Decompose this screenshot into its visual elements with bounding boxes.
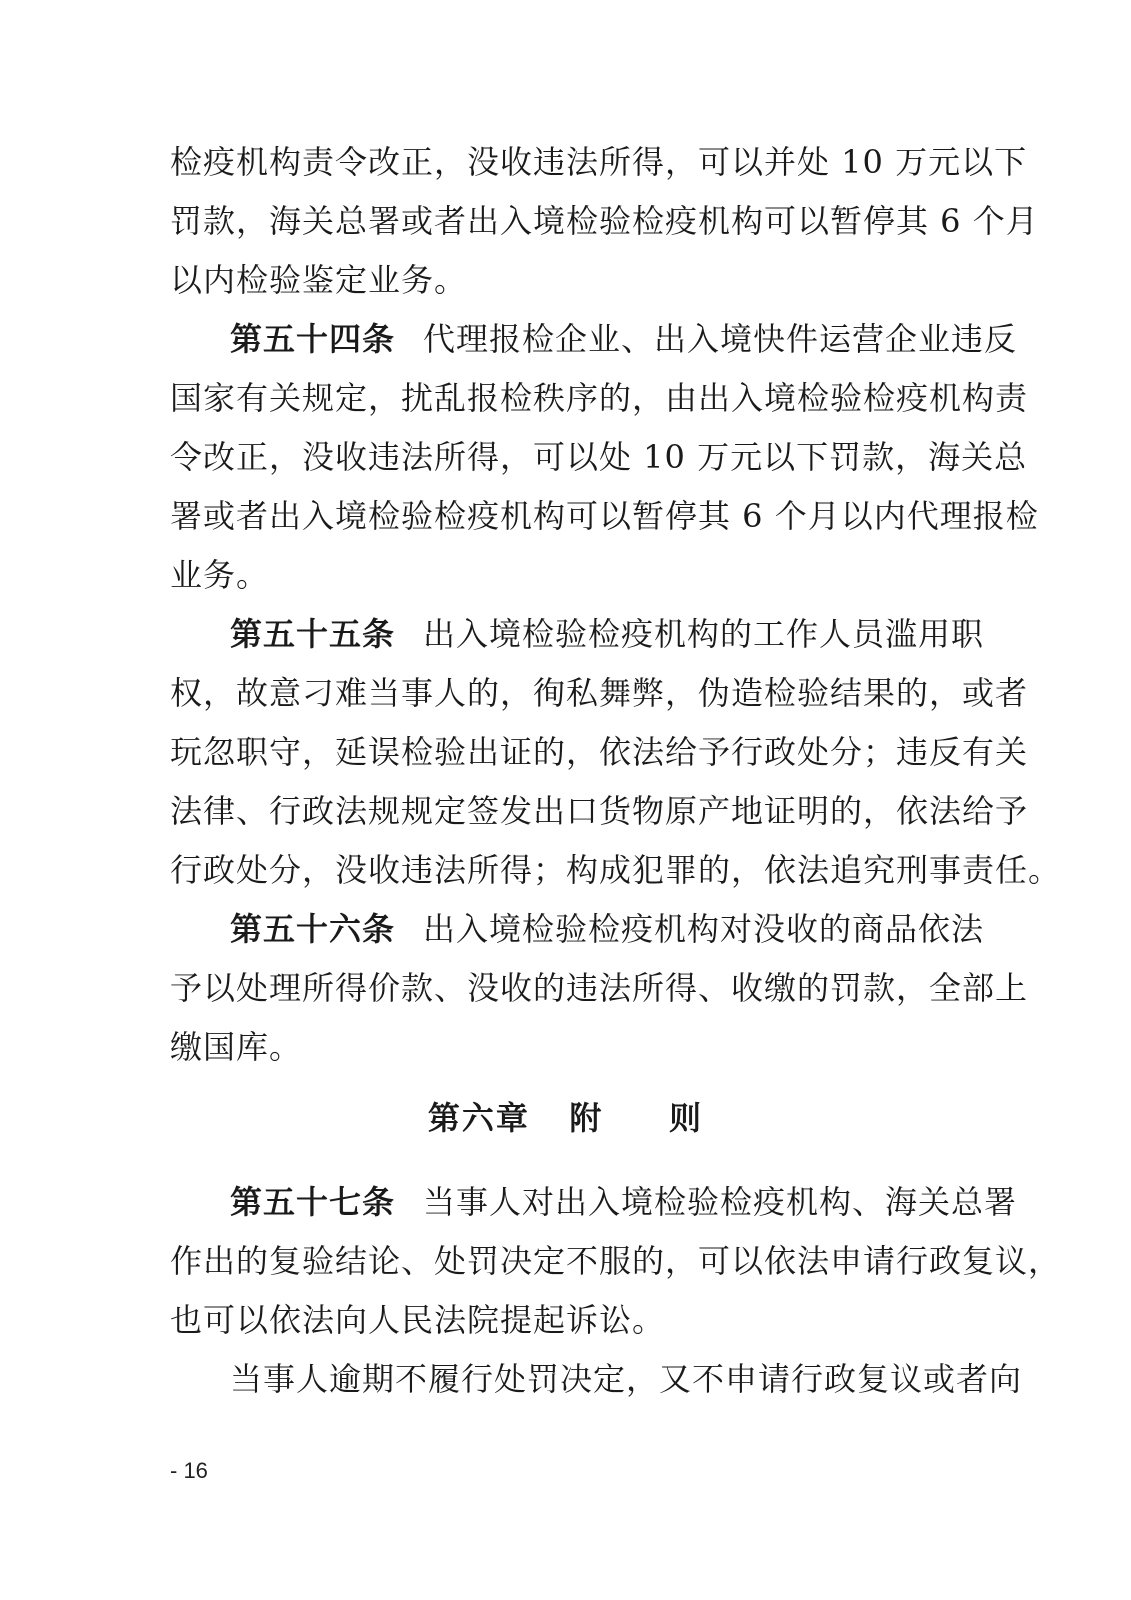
article-56-title: 第五十六条 [230,910,396,948]
page-number: - 16 [170,1458,208,1483]
article-55-text: 出入境检验检疫机构的工作人员滥用职 [423,615,985,653]
body-text-line: 国家有关规定，扰乱报检秩序的，由出入境检验检疫机构责 [170,379,1029,417]
body-text-line: 以内检验鉴定业务。 [170,261,468,299]
chapter-heading: 第六章 附 则 [427,1099,704,1137]
body-text-line: 罚款，海关总署或者出入境检验检疫机构可以暂停其 6 个月 [170,202,1039,240]
article-54-first-line [230,315,1018,363]
body-text-line: 署或者出入境检验检疫机构可以暂停其 6 个月以内代理报检 [170,497,1039,535]
article-55-first-line [230,610,985,658]
body-text-line: 行政处分，没收违法所得；构成犯罪的，依法追究刑事责任。 [170,851,1062,889]
body-text-line: 令改正，没收违法所得，可以处 10 万元以下罚款，海关总 [170,438,1028,476]
body-text-line: 当事人逾期不履行处罚决定，又不申请行政复议或者向 [230,1360,1023,1398]
body-text-line: 作出的复验结论、处罚决定不服的，可以依法申请行政复议， [170,1242,1062,1280]
body-text-line: 权，故意刁难当事人的，徇私舞弊，伪造检验结果的，或者 [170,674,1029,712]
body-text-line: 业务。 [170,556,270,594]
article-55-title: 第五十五条 [230,615,396,653]
article-54-text: 代理报检企业、出入境快件运营企业违反 [423,320,1018,358]
article-54-title: 第五十四条 [230,320,396,358]
article-57-text: 当事人对出入境检验检疫机构、海关总署 [423,1183,1018,1221]
body-text-line: 检疫机构责令改正，没收违法所得，可以并处 10 万元以下 [170,143,1028,181]
article-56-text: 出入境检验检疫机构对没收的商品依法 [423,910,985,948]
body-text-line: 玩忽职守，延误检验出证的，依法给予行政处分；违反有关 [170,733,1029,771]
article-57-title: 第五十七条 [230,1183,396,1221]
body-text-line: 法律、行政法规规定签发出口货物原产地证明的，依法给予 [170,792,1029,830]
article-57-first-line [230,1178,1018,1226]
body-text-line: 缴国库。 [170,1028,303,1066]
body-text-line: 也可以依法向人民法院提起诉讼。 [170,1301,666,1339]
body-text-line: 予以处理所得价款、没收的违法所得、收缴的罚款，全部上 [170,969,1029,1007]
article-56-first-line [230,905,985,953]
